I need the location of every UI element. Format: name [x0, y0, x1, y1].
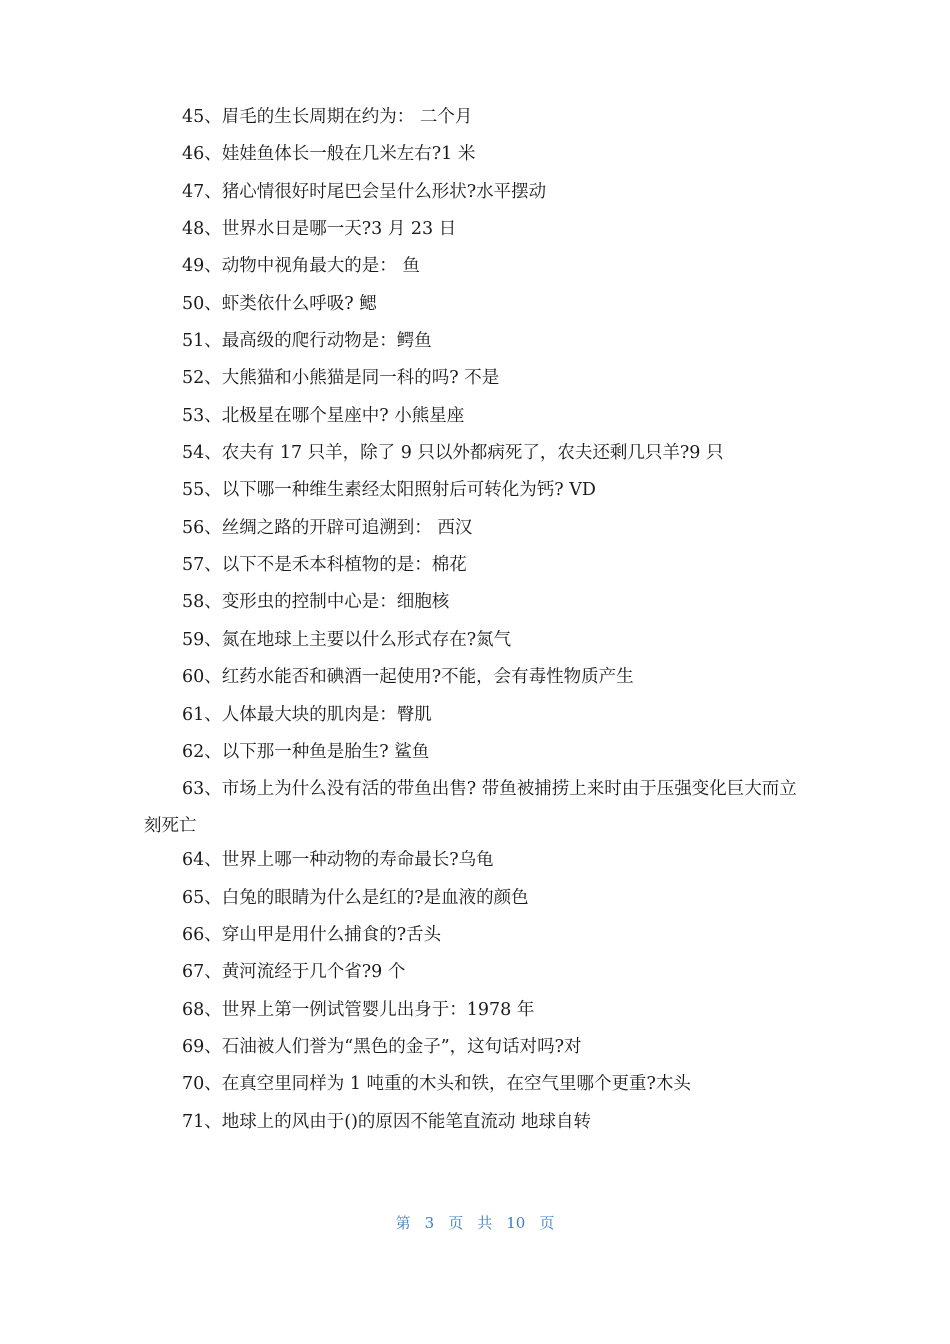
qa-item: 50、虾类依什么呼吸? 鳃	[182, 293, 377, 314]
qa-item: 64、世界上哪一种动物的寿命最长?乌龟	[182, 850, 494, 871]
footer-total-label: 共	[477, 1214, 493, 1232]
qa-item: 57、以下不是禾本科植物的是：棉花	[182, 555, 467, 576]
footer-page-label: 第	[395, 1214, 411, 1232]
qa-item: 55、以下哪一种维生素经太阳照射后可转化为钙? VD	[182, 480, 596, 501]
qa-item: 53、北极星在哪个星座中? 小熊星座	[182, 405, 465, 426]
qa-item: 61、人体最大块的肌肉是：臀肌	[182, 704, 432, 725]
footer-page-number: 3	[424, 1214, 435, 1232]
footer-page-unit: 页	[448, 1214, 464, 1232]
qa-item: 70、在真空里同样为 1 吨重的木头和铁，在空气里哪个更重?木头	[182, 1074, 691, 1095]
qa-item: 59、氮在地球上主要以什么形式存在?氮气	[182, 629, 512, 650]
qa-item: 62、以下那一种鱼是胎生? 鲨鱼	[182, 741, 430, 762]
qa-item: 66、穿山甲是用什么捕食的?舌头	[182, 925, 442, 946]
qa-item: 47、猪心情很好时尾巴会呈什么形状?水平摆动	[182, 181, 547, 202]
qa-item: 56、丝绸之路的开辟可追溯到： 西汉	[182, 517, 473, 538]
qa-item: 68、世界上第一例试管婴儿出身于：1978 年	[182, 999, 535, 1020]
qa-item: 49、动物中视角最大的是： 鱼	[182, 256, 420, 277]
qa-item: 51、最高级的爬行动物是：鳄鱼	[182, 331, 432, 352]
page-footer	[0, 1212, 950, 1233]
qa-item: 71、地球上的风由于()的原因不能笔直流动 地球自转	[182, 1111, 591, 1132]
qa-item: 67、黄河流经于几个省?9 个	[182, 962, 406, 983]
qa-item: 60、红药水能否和碘酒一起使用?不能，会有毒性物质产生	[182, 667, 634, 688]
qa-item: 46、娃娃鱼体长一般在几米左右?1 米	[182, 144, 476, 165]
qa-item: 65、白兔的眼睛为什么是红的?是血液的颜色	[182, 887, 529, 908]
footer-total-unit: 页	[539, 1214, 555, 1232]
qa-item: 63、市场上为什么没有活的带鱼出售? 带鱼被捕捞上来时由于压强变化巨大而立刻死亡	[144, 778, 797, 837]
qa-item: 58、变形虫的控制中心是：细胞核	[182, 592, 450, 613]
qa-item: 69、石油被人们誉为“黑色的金子”，这句话对吗?对	[182, 1037, 582, 1058]
qa-item: 52、大熊猫和小熊猫是同一科的吗? 不是	[182, 368, 500, 389]
qa-item: 48、世界水日是哪一天?3 月 23 日	[182, 219, 457, 240]
qa-list	[144, 102, 804, 1144]
qa-item: 45、眉毛的生长周期在约为： 二个月	[182, 107, 473, 127]
footer-total-pages: 10	[506, 1214, 526, 1232]
qa-item: 54、农夫有 17 只羊，除了 9 只以外都病死了，农夫还剩几只羊?9 只	[182, 443, 724, 464]
